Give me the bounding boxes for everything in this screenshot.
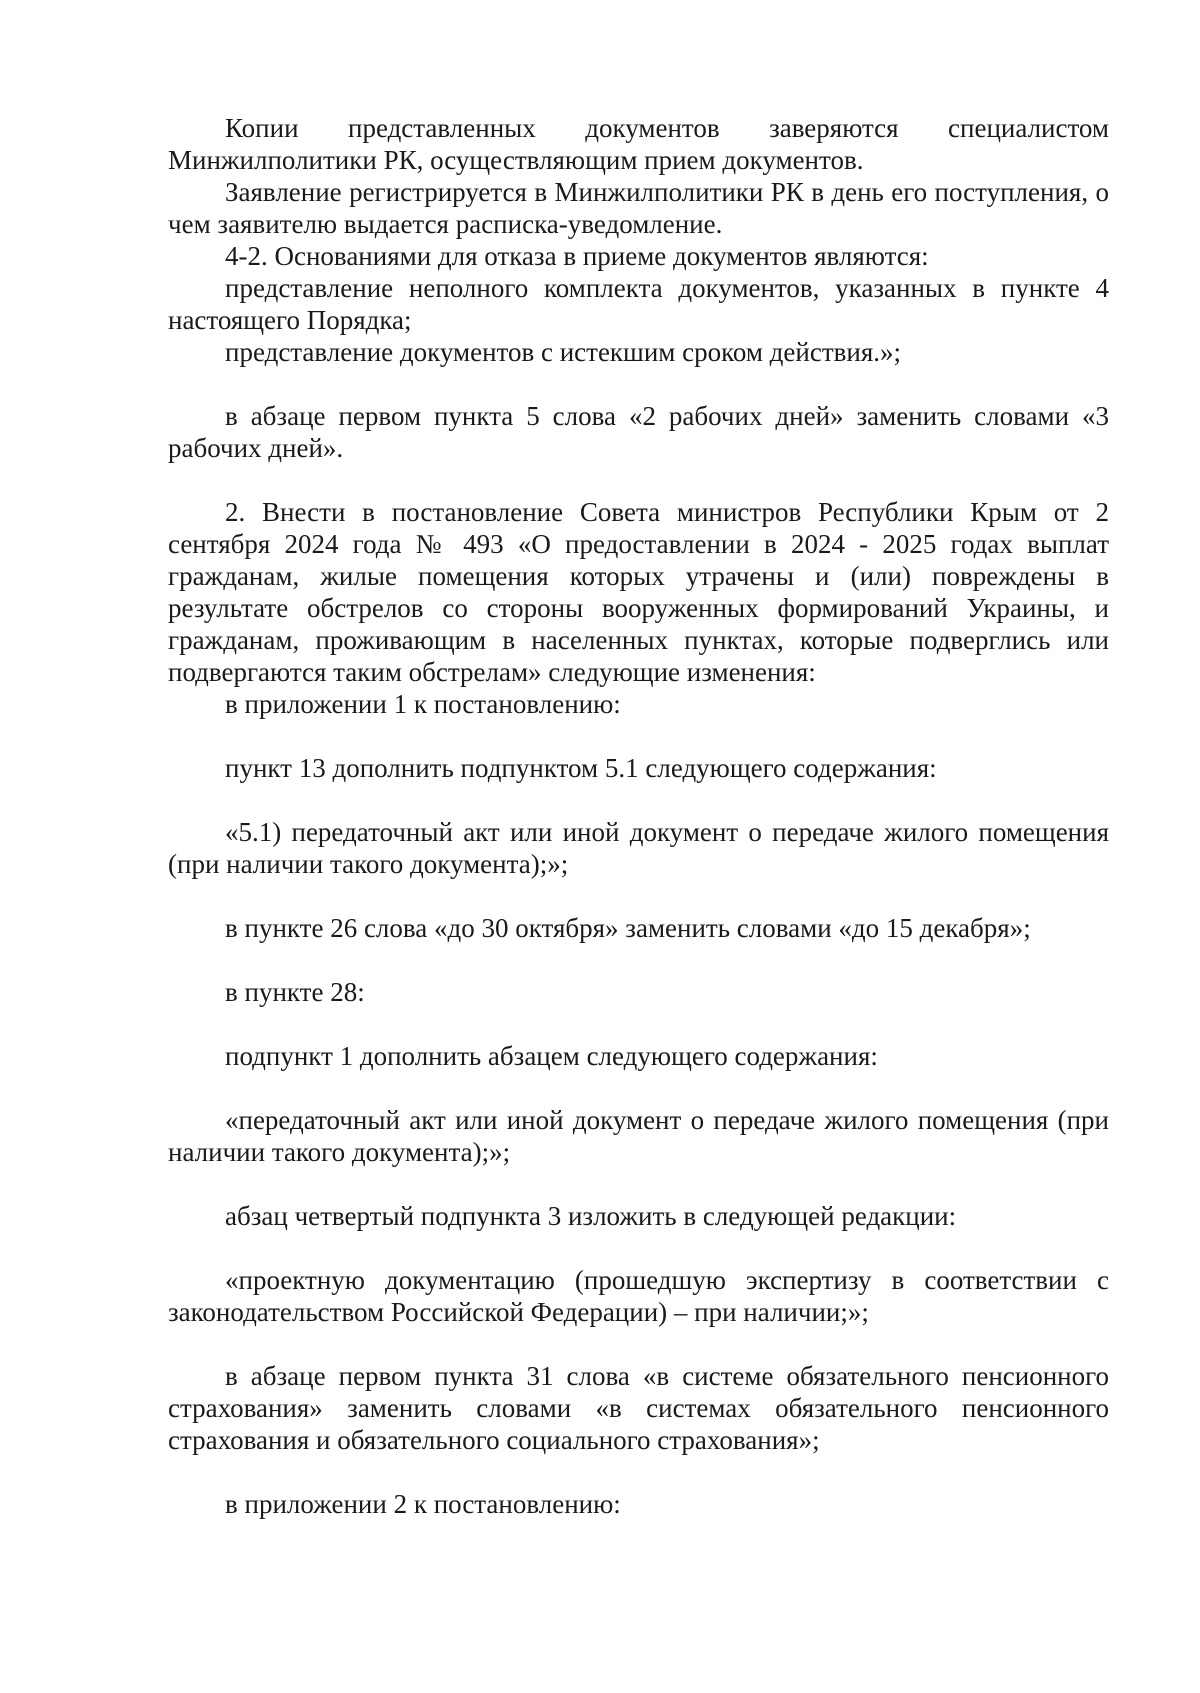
paragraph-appendix-2: в приложении 2 к постановлению: bbox=[225, 1489, 621, 1519]
paragraph-transfer-act: «передаточный акт или иной документ о передаче жилого помещения (при наличии такого документа);»; bbox=[168, 1105, 1109, 1167]
spacer bbox=[168, 1008, 1109, 1040]
spacer bbox=[168, 880, 1109, 912]
paragraph-item-26: в пункте 26 слова «до 30 октября» заменить словами «до 15 декабря»; bbox=[225, 913, 1031, 943]
spacer bbox=[168, 1232, 1109, 1264]
paragraph-item-5-change: в абзаце первом пункта 5 слова «2 рабочих дней» заменить словами «3 рабочих дней». bbox=[168, 401, 1109, 463]
paragraph-project-docs: «проектную документацию (прошедшую экспертизу в соответствии с законодательством Российской Федерации) – при наличии;»; bbox=[168, 1265, 1109, 1327]
paragraph-subitem-5-1: «5.1) передаточный акт или иной документ о передаче жилого помещения (при наличии такого документа);»; bbox=[168, 817, 1109, 879]
paragraph-item-28: в пункте 28: bbox=[225, 977, 365, 1007]
paragraph-copies-certified: Копии представленных документов заверяются специалистом Минжилполитики РК, осуществляющим прием документов. bbox=[168, 113, 1109, 175]
spacer bbox=[168, 1328, 1109, 1360]
paragraph-subitem-3: абзац четвертый подпункта 3 изложить в следующей редакции: bbox=[225, 1201, 957, 1231]
spacer bbox=[168, 464, 1109, 496]
paragraph-item-13: пункт 13 дополнить подпунктом 5.1 следующего содержания: bbox=[225, 753, 937, 783]
spacer bbox=[168, 784, 1109, 816]
paragraph-section-2: 2. Внести в постановление Совета министров Республики Крым от 2 сентября 2024 года № 493 «О предоставлении в 2024 - 2025 годах выплат гражданам, жилые помещения которых утрачены и (или) повреждены в результате обстрелов со стороны вооруженных формирований Украины, и гражданам, проживающим в населенных пунктах, которые подверглись или подвергаются таким обстрелам» следующие изменения: bbox=[168, 497, 1109, 687]
spacer bbox=[168, 1168, 1109, 1200]
paragraph-incomplete-set: представление неполного комплекта документов, указанных в пункте 4 настоящего Порядка; bbox=[168, 273, 1109, 335]
paragraph-item-31: в абзаце первом пункта 31 слова «в системе обязательного пенсионного страхования» заменить словами «в системах обязательного пенсионного страхования и обязательного социального страхования»; bbox=[168, 1361, 1109, 1455]
spacer bbox=[168, 944, 1109, 976]
paragraph-subitem-1: подпункт 1 дополнить абзацем следующего содержания: bbox=[225, 1041, 878, 1071]
spacer bbox=[168, 1072, 1109, 1104]
paragraph-application-registered: Заявление регистрируется в Минжилполитики РК в день его поступления, о чем заявителю выдается расписка-уведомление. bbox=[168, 177, 1109, 239]
paragraph-appendix-1: в приложении 1 к постановлению: bbox=[225, 689, 621, 719]
document-page bbox=[168, 112, 1109, 1520]
spacer bbox=[168, 368, 1109, 400]
spacer bbox=[168, 1456, 1109, 1488]
paragraph-refusal-grounds: 4-2. Основаниями для отказа в приеме документов являются: bbox=[225, 241, 929, 271]
spacer bbox=[168, 720, 1109, 752]
paragraph-expired-documents: представление документов с истекшим сроком действия.»; bbox=[225, 337, 901, 367]
